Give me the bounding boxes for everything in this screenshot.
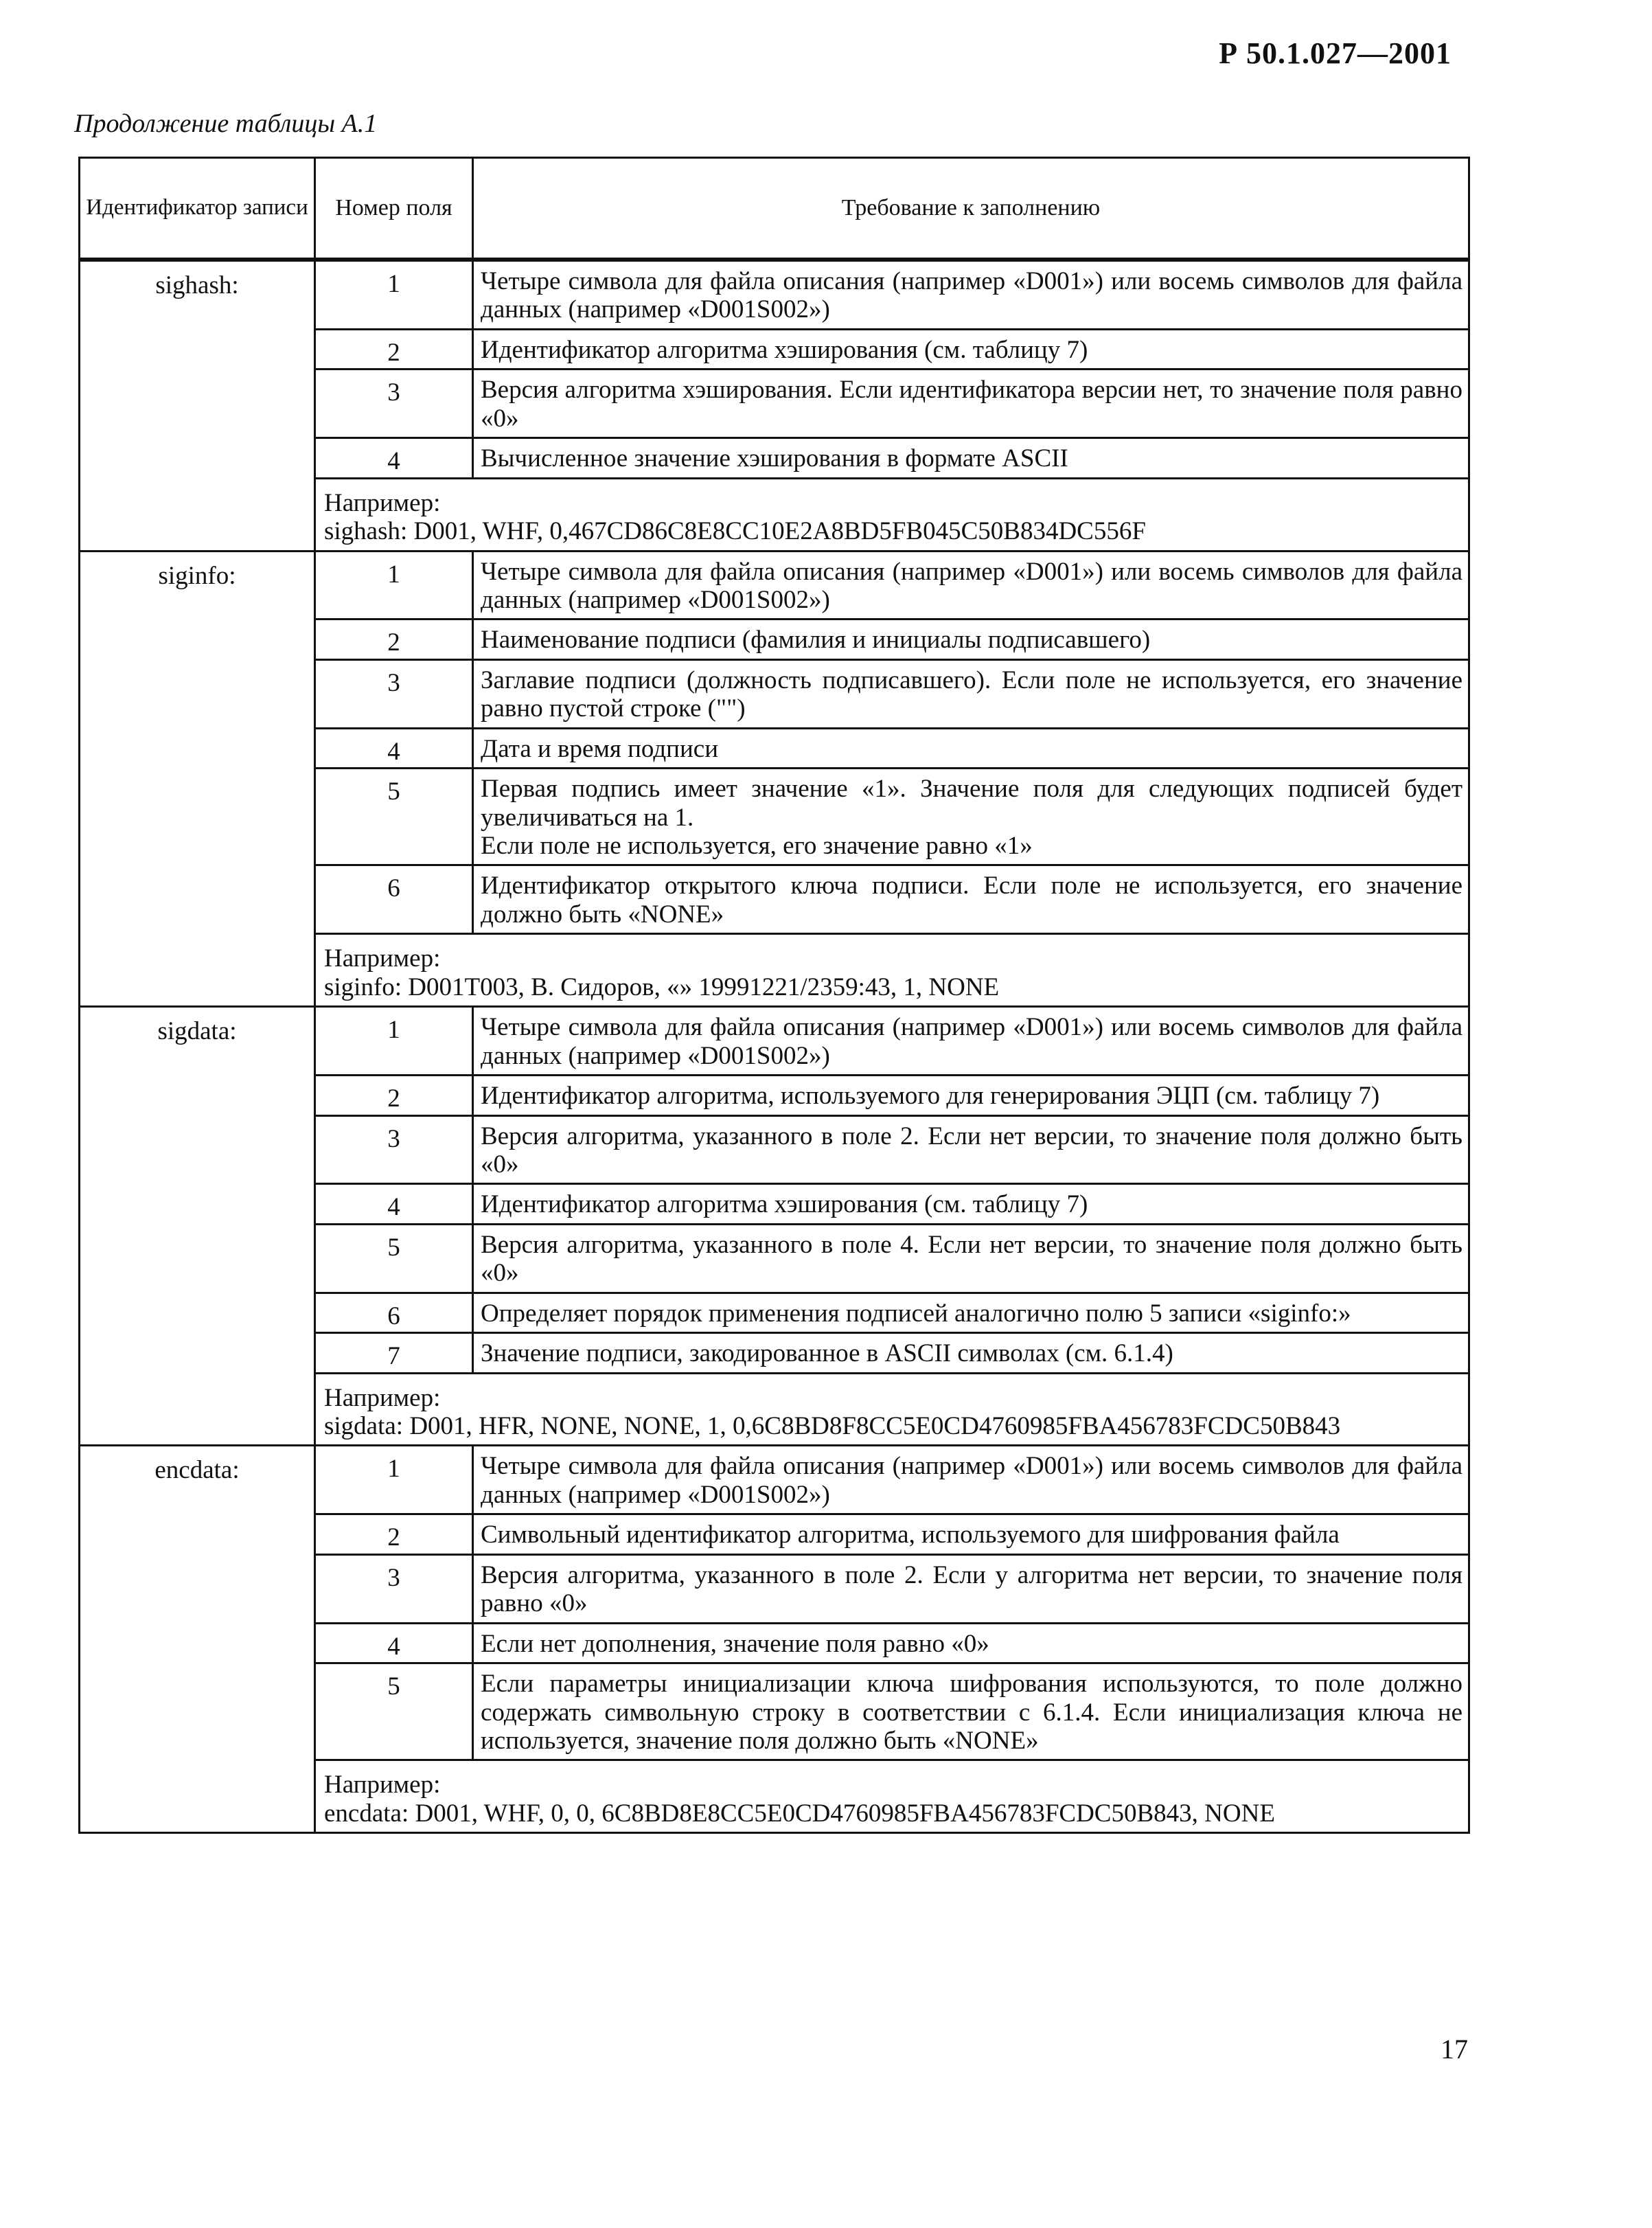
field-number: 1 xyxy=(315,1007,473,1076)
record-identifier: siginfo: xyxy=(80,551,315,1007)
example-text: sighash: D001, WHF, 0,467CD86C8E8CC10E2A8BD5FB045C50B834DC556F xyxy=(324,517,1146,546)
field-number: 1 xyxy=(315,1446,473,1514)
record-identifier: sigdata: xyxy=(80,1007,315,1446)
field-requirement: Символьный идентификатор алгоритма, используемого для шифрования файла xyxy=(473,1514,1469,1554)
field-number: 6 xyxy=(315,865,473,934)
example-label: Например: xyxy=(324,1383,441,1412)
field-number: 3 xyxy=(315,1115,473,1184)
table-row xyxy=(80,551,1469,619)
field-requirement: Вычисленное значение хэширования в формате ASCII xyxy=(473,438,1469,478)
example-label: Например: xyxy=(324,488,441,517)
field-number: 4 xyxy=(315,728,473,768)
example-cell xyxy=(315,1760,1469,1833)
field-number: 4 xyxy=(315,438,473,478)
example-text: siginfo: D001T003, В. Сидоров, «» 19991221/2359:43, 1, NONE xyxy=(324,973,1000,1001)
requirements-table xyxy=(78,157,1468,1834)
field-number: 2 xyxy=(315,1076,473,1115)
table-header-row xyxy=(80,158,1469,260)
field-number: 5 xyxy=(315,1224,473,1293)
field-requirement: Четыре символа для файла описания (например «D001») или восемь символов для файла данных (например «D001S002») xyxy=(473,1007,1469,1076)
example-cell xyxy=(315,1373,1469,1446)
table-continuation-caption: Продолжение таблицы А.1 xyxy=(74,109,378,138)
field-number: 1 xyxy=(315,260,473,329)
column-header-record-id: Идентификатор записи xyxy=(80,158,315,260)
field-number: 3 xyxy=(315,659,473,728)
column-header-field-number: Номер поля xyxy=(315,158,473,260)
field-number: 2 xyxy=(315,329,473,369)
record-identifier: sighash: xyxy=(80,260,315,551)
field-number: 3 xyxy=(315,1554,473,1623)
field-number: 4 xyxy=(315,1623,473,1663)
table-body xyxy=(80,260,1469,1833)
field-requirement: Если параметры инициализации ключа шифрования используются, то поле должно содержать символьную строку в соответствии с 6.1.4. Если инициализация ключа не используется, значение поля должно быть «NONE» xyxy=(473,1663,1469,1760)
field-requirement: Четыре символа для файла описания (например «D001») или восемь символов для файла данных (например «D001S002») xyxy=(473,260,1469,329)
field-requirement: Версия алгоритма хэширования. Если идентификатора версии нет, то значение поля равно «0» xyxy=(473,370,1469,438)
field-number: 2 xyxy=(315,619,473,659)
field-requirement: Если нет дополнения, значение поля равно «0» xyxy=(473,1623,1469,1663)
table-row xyxy=(80,1007,1469,1076)
example-text: encdata: D001, WHF, 0, 0, 6C8BD8E8CC5E0CD4760985FBA456783FCDC50B843, NONE xyxy=(324,1799,1275,1828)
field-requirement: Первая подпись имеет значение «1». Значение поля для следующих подписей будет увеличиваться на 1. Если поле не используется, его значение равно «1» xyxy=(473,769,1469,865)
example-label: Например: xyxy=(324,944,441,973)
field-number: 5 xyxy=(315,769,473,865)
field-number: 7 xyxy=(315,1333,473,1373)
example-text: sigdata: D001, HFR, NONE, NONE, 1, 0,6C8BD8F8CC5E0CD4760985FBA456783FCDC50B843 xyxy=(324,1412,1341,1440)
field-requirement: Идентификатор алгоритма хэширования (см. таблицу 7) xyxy=(473,329,1469,369)
table-row xyxy=(80,260,1469,329)
field-requirement: Наименование подписи (фамилия и инициалы подписавшего) xyxy=(473,619,1469,659)
page-number: 17 xyxy=(1441,2034,1468,2065)
field-number: 6 xyxy=(315,1293,473,1332)
field-number: 4 xyxy=(315,1184,473,1224)
field-requirement: Идентификатор открытого ключа подписи. Если поле не используется, его значение должно быть «NONE» xyxy=(473,865,1469,934)
field-requirement: Идентификатор алгоритма, используемого для генерирования ЭЦП (см. таблицу 7) xyxy=(473,1076,1469,1115)
field-requirement: Дата и время подписи xyxy=(473,728,1469,768)
field-requirement: Версия алгоритма, указанного в поле 4. Если нет версии, то значение поля должно быть «0» xyxy=(473,1224,1469,1293)
example-label: Например: xyxy=(324,1771,441,1799)
field-number: 1 xyxy=(315,551,473,619)
example-cell xyxy=(315,934,1469,1007)
column-header-requirement: Требование к заполнению xyxy=(473,158,1469,260)
field-number: 3 xyxy=(315,370,473,438)
table-row xyxy=(80,1446,1469,1514)
field-requirement: Идентификатор алгоритма хэширования (см. таблицу 7) xyxy=(473,1184,1469,1224)
field-requirement: Версия алгоритма, указанного в поле 2. Если у алгоритма нет версии, то значение поля равно «0» xyxy=(473,1554,1469,1623)
field-number: 2 xyxy=(315,1514,473,1554)
example-cell xyxy=(315,478,1469,551)
field-requirement: Четыре символа для файла описания (например «D001») или восемь символов для файла данных (например «D001S002») xyxy=(473,551,1469,619)
field-requirement: Четыре символа для файла описания (например «D001») или восемь символов для файла данных (например «D001S002») xyxy=(473,1446,1469,1514)
document-code: Р 50.1.027—2001 xyxy=(1219,36,1452,70)
field-requirement: Версия алгоритма, указанного в поле 2. Если нет версии, то значение поля должно быть «0» xyxy=(473,1115,1469,1184)
field-requirement: Определяет порядок применения подписей аналогично полю 5 записи «siginfo:» xyxy=(473,1293,1469,1332)
record-identifier: encdata: xyxy=(80,1446,315,1833)
field-requirement: Заглавие подписи (должность подписавшего). Если поле не используется, его значение равно пустой строке ("") xyxy=(473,659,1469,728)
field-number: 5 xyxy=(315,1663,473,1760)
field-requirement: Значение подписи, закодированное в ASCII символах (см. 6.1.4) xyxy=(473,1333,1469,1373)
